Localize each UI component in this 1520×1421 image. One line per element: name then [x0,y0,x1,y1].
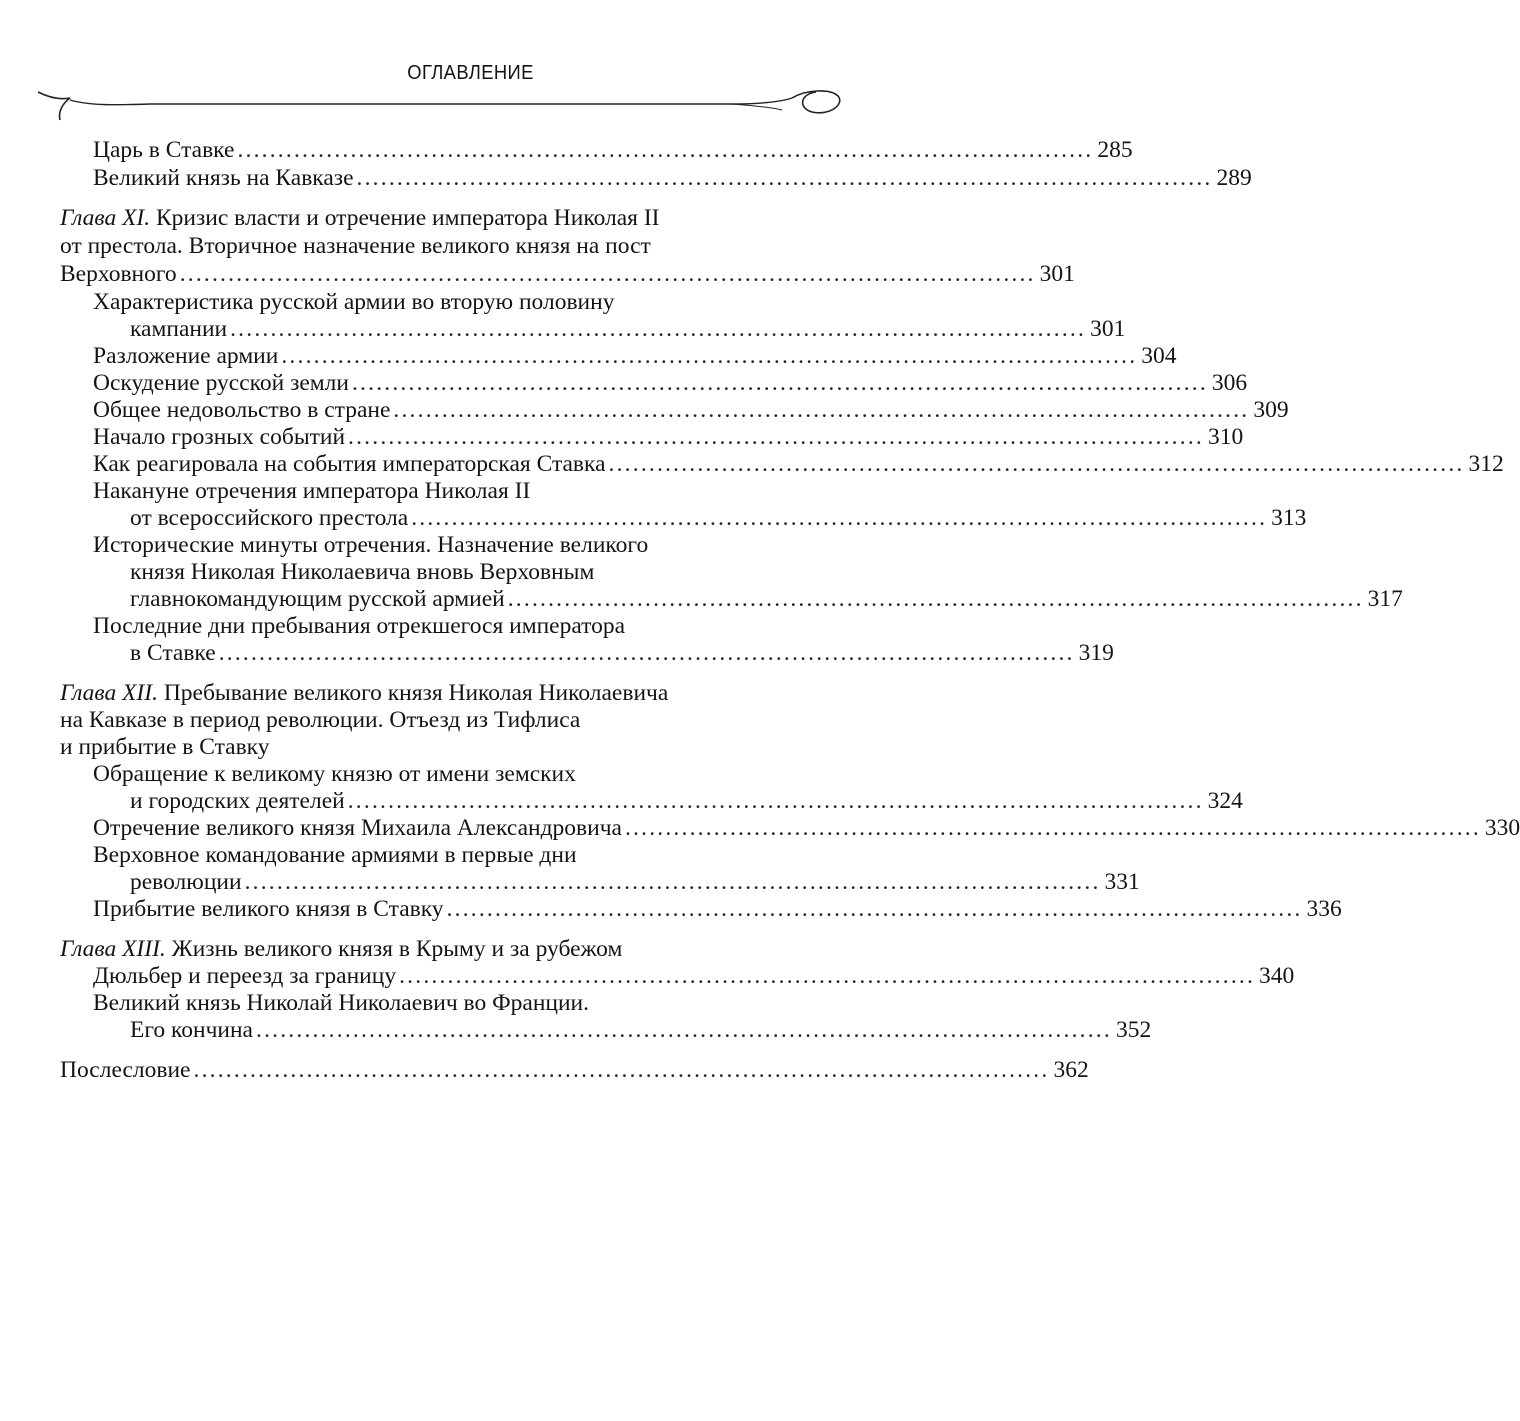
toc-entry-page: 336 [1306,896,1342,922]
toc-entry-title: Великий князь на Кавказе [93,165,354,191]
toc-entry-title: Как реагировала на события императорская Ставка [93,451,606,477]
toc-entry-line: Накануне отречения императора Николая II [93,478,531,504]
toc-entry-page: 362 [1053,1057,1089,1083]
toc-leader-dots: .......................................................................................................... [230,316,1087,342]
toc-leader-dots: .......................................................................................................... [608,451,1465,477]
toc-entry [93,895,1342,923]
toc-entry [130,315,1126,343]
toc-entry [93,423,1244,451]
toc-entry-page: 306 [1211,370,1248,396]
toc-entry [130,787,1243,815]
toc-entry [130,504,1307,532]
toc-entry-title: в Ставке [130,640,216,666]
toc-entry-page: 317 [1367,586,1403,612]
toc-entry-page: 324 [1207,788,1243,814]
page-header-title: ОГЛАВЛЕНИЕ [407,62,534,84]
toc-leader-dots: .......................................................................................................... [218,640,1075,666]
toc-entry [93,962,1295,990]
toc-leader-dots: .......................................................................................................... [281,343,1138,369]
toc-leader-dots: .......................................................................................................... [347,788,1204,814]
toc-entry-line: Обращение к великому князю от имени земских [93,761,576,787]
toc-leader-dots: .......................................................................................................... [193,1057,1050,1083]
toc-entry [93,369,1248,397]
toc-entry-page: 313 [1271,505,1307,531]
toc-entry-title: Прибытие великого князя в Ставку [93,896,444,922]
chapter-label: Глава XIII. [60,936,166,962]
toc-entry-title: кампании [130,316,228,342]
toc-entry [60,1056,1089,1084]
toc-entry [130,639,1114,667]
toc-entry-title: революции [130,869,242,895]
toc-entry-title: Начало грозных событий [93,424,346,450]
toc-entry-title: Его кончина [130,1017,253,1043]
toc-entry-page: 304 [1141,343,1177,369]
toc-entry-page: 289 [1216,165,1252,191]
chapter-title-last-line [60,260,1075,288]
chapter-label: Глава XII. [60,680,158,706]
chapter-heading [60,935,622,963]
toc-entry [130,868,1140,896]
chapter-title-line: и прибытие в Ставку [60,734,270,760]
toc-entry [93,342,1177,370]
toc-entry-title: главнокомандующим русской армией [130,586,505,612]
toc-leader-dots: .......................................................................................................... [624,815,1481,841]
header-ornament-divider [30,84,850,124]
toc-entry-title: и городских деятелей [130,788,345,814]
chapter-label: Глава XI. [60,205,151,231]
toc-entry-page: 301 [1039,261,1075,287]
toc-entry-page: 330 [1484,815,1520,841]
toc-entry [130,1016,1152,1044]
toc-entry-page: 331 [1104,869,1140,895]
toc-entry-page: 340 [1259,963,1295,989]
toc-leader-dots: .......................................................................................................... [393,397,1250,423]
toc-entry-line: Верховное командование армиями в первые дни [93,842,577,868]
toc-leader-dots: .......................................................................................................... [237,137,1094,163]
chapter-title-line: от престола. Вторичное назначение великого князя на пост [60,233,651,259]
toc-entry-line: Исторические минуты отречения. Назначение великого [93,532,649,558]
toc-entry-page: 352 [1115,1017,1152,1043]
toc-entry-title: Оскудение русской земли [93,370,349,396]
toc-entry-title: Послесловие [60,1057,191,1083]
chapter-title-line: Верховного [60,261,177,287]
toc-entry-line: Последние дни пребывания отрекшегося императора [93,613,626,639]
toc-entry-title: Дюльбер и переезд за границу [93,963,397,989]
toc-entry-page: 309 [1253,397,1289,423]
toc-entry-title: Отречение великого князя Михаила Александровича [93,815,622,841]
chapter-heading [60,204,660,232]
toc-entry-page: 310 [1207,424,1244,450]
toc-entry-page: 285 [1097,137,1133,163]
toc-entry [130,585,1403,613]
toc-leader-dots: .......................................................................................................... [348,424,1204,450]
toc-entry-title: Общее недовольство в стране [93,397,391,423]
toc-entry [93,396,1289,424]
toc-leader-dots: .......................................................................................................... [446,896,1303,922]
toc-entry-page: 312 [1468,451,1504,477]
toc-entry [93,814,1520,842]
chapter-title-line: Пребывание великого князя Николая Николаевича [163,680,669,706]
toc-leader-dots: .......................................................................................................... [356,165,1213,191]
toc-entry [93,450,1504,478]
toc-entry-title: Царь в Ставке [93,137,235,163]
toc-entry-page: 319 [1078,640,1114,666]
toc-entry-line: Великий князь Николай Николаевич во Франции. [93,990,590,1016]
toc-leader-dots: .......................................................................................................... [411,505,1268,531]
toc-entry-line: Характеристика русской армии во вторую половину [93,289,615,315]
toc-entry [93,164,1252,192]
toc-entry [93,136,1133,164]
toc-leader-dots: .......................................................................................................... [244,869,1101,895]
toc-leader-dots: .......................................................................................................... [179,261,1036,287]
toc-leader-dots: .......................................................................................................... [399,963,1256,989]
toc-entry-line: князя Николая Николаевича вновь Верховным [130,559,595,585]
toc-leader-dots: .......................................................................................................... [351,370,1208,396]
toc-entry-title: Разложение армии [93,343,279,369]
chapter-title-line: Кризис власти и отречение императора Николая II [156,205,660,231]
toc-leader-dots: .......................................................................................................... [507,586,1364,612]
toc-entry-title: от всероссийского престола [130,505,409,531]
toc-entry-page: 301 [1090,316,1126,342]
toc-leader-dots: .......................................................................................................... [256,1017,1112,1043]
chapter-heading [60,679,668,707]
chapter-title-line: на Кавказе в период революции. Отъезд из Тифлиса [60,707,581,733]
chapter-title-line: Жизнь великого князя в Крыму и за рубежом [171,936,623,962]
